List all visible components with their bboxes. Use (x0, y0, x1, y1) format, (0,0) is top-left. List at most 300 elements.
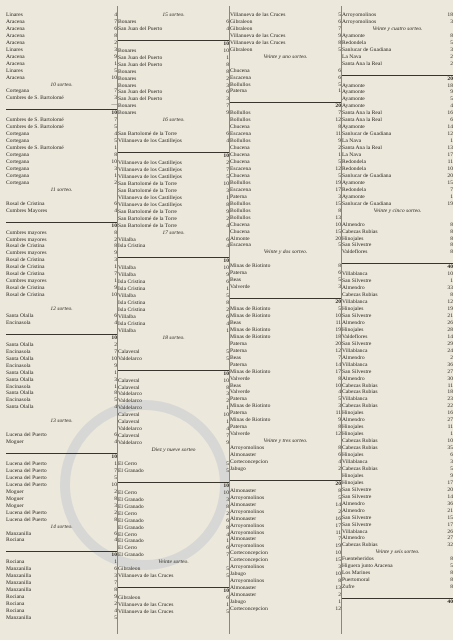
entry-number: 8 (114, 243, 117, 250)
entry-name: Lucena del Puerto (6, 516, 47, 523)
entry-name: Rociana (6, 559, 25, 566)
entry-name: Valverde (230, 284, 250, 291)
entry-name: Santa Ana la Real (342, 110, 382, 117)
entry-number: 8 (450, 235, 453, 242)
ledger-entry (118, 209, 229, 216)
ledger-entry (342, 508, 453, 515)
entry-number: 8 (226, 524, 229, 531)
entry-name: Minas de Riotinto (230, 326, 271, 333)
total-row (118, 40, 229, 48)
entry-number: 2 (338, 145, 341, 152)
entry-name: Cabezas Rubias (342, 292, 378, 299)
total-value: 10 (111, 334, 117, 341)
entry-name: Chucena (230, 159, 250, 166)
ledger-entry (118, 545, 229, 552)
entry-name: San Silvestre (342, 514, 372, 521)
entry-number: 4 (114, 12, 117, 18)
entry-name: San Silvestre (342, 493, 372, 500)
entry-number: 7 (226, 103, 229, 110)
ledger-entry (230, 578, 341, 585)
entry-name: Villablanca (342, 361, 368, 368)
spacer-row (118, 580, 229, 587)
ledger-entry (230, 173, 341, 180)
entry-number: 10 (447, 438, 453, 445)
ledger-entry (230, 229, 341, 236)
spacer-row (230, 256, 341, 263)
ledger-entry (342, 117, 453, 124)
entry-number: 5 (226, 348, 229, 355)
entry-name: Hinojales (342, 235, 364, 242)
section-heading (6, 524, 117, 531)
ledger-entry (342, 556, 453, 563)
entry-name: Cortegana (6, 179, 29, 186)
entry-number: 4 (226, 222, 229, 229)
heading-text: Veinte y dos sorteo. (263, 249, 308, 256)
entry-number: 8 (450, 570, 453, 577)
entry-name: Paterna (230, 347, 247, 354)
ledger-entry (230, 410, 341, 417)
entry-number: 9 (450, 89, 453, 96)
entry-number: 5 (450, 39, 453, 46)
entry-name: Cabezas Rubias (342, 465, 378, 472)
ledger-entry (6, 285, 117, 292)
heading-text: 15 sorteo. (162, 12, 185, 18)
entry-number: 3 (338, 564, 341, 571)
entry-number: 6 (226, 517, 229, 524)
entry-name: Rociana (6, 601, 25, 608)
entry-number: 12 (335, 165, 341, 172)
entry-name: Hinojales (342, 424, 364, 431)
ledger-entry (342, 327, 453, 334)
entry-name: Villalba (118, 272, 136, 279)
entry-number: 6 (226, 595, 229, 602)
section-heading (118, 12, 229, 19)
entry-number: 10 (447, 271, 453, 278)
section-heading (6, 418, 117, 425)
entry-number: 1 (338, 152, 341, 159)
total-row (342, 75, 453, 83)
ledger-entry (342, 131, 453, 138)
entry-number: 36 (447, 361, 453, 368)
entry-name: Cabezas Rubias (342, 438, 378, 445)
entry-number: 8 (114, 229, 117, 236)
ledger-entry (118, 76, 229, 83)
ledger-entry (118, 216, 229, 223)
ledger-entry (230, 459, 341, 466)
entry-number: 15 (447, 179, 453, 186)
ledger-entry (6, 475, 117, 482)
entry-number: 5 (338, 46, 341, 53)
entry-name: Gibraleon (230, 46, 253, 53)
spacer-row (6, 544, 117, 551)
spacer-row (342, 68, 453, 75)
entry-number: 1 (450, 278, 453, 285)
ledger-entry (118, 188, 229, 195)
entry-number: 8 (450, 221, 453, 228)
entry-number: 20 (335, 235, 341, 242)
entry-name: Almonaster (230, 501, 257, 508)
entry-name: Zufre (342, 584, 355, 591)
entry-name: Chucena (230, 228, 250, 235)
entry-number: 11 (335, 529, 341, 536)
entry-number: 4 (114, 537, 117, 544)
section-heading (118, 117, 229, 124)
entry-number: 7 (114, 18, 117, 25)
section-heading (342, 208, 453, 215)
ledger-entry (230, 466, 341, 473)
ledger-entry (6, 559, 117, 566)
ledger-entry (342, 292, 453, 299)
ledger-entry (342, 124, 453, 131)
ledger-entry (342, 306, 453, 313)
entry-number: 15 (335, 200, 341, 207)
ledger-entry (230, 403, 341, 410)
entry-name: Bonares (118, 75, 137, 82)
entry-name: San Bartolomé de la Torre (118, 131, 177, 138)
ledger-entry (230, 19, 341, 26)
entry-number: 5 (226, 467, 229, 474)
entry-number: 7 (226, 166, 229, 173)
entry-name: San Silvestre (342, 340, 372, 347)
ledger-entry (6, 439, 117, 446)
ledger-entry (118, 131, 229, 138)
total-value: 10 (111, 552, 117, 559)
ledger-entry (118, 391, 229, 398)
entry-name: Villalba (118, 293, 136, 300)
heading-text: Veinte y cinco sorteo. (373, 207, 422, 214)
ledger-entry (342, 563, 453, 570)
spacer-row (6, 299, 117, 306)
ledger-entry (230, 33, 341, 40)
entry-name: La Nava (342, 138, 362, 145)
total-row (118, 152, 229, 160)
entry-name: El Cerro (118, 531, 138, 538)
entry-number: 17 (335, 368, 341, 375)
entry-name: Rosal de Cristina (6, 292, 45, 299)
entry-name: Arroyomolinos (230, 529, 265, 536)
ledger-entry (230, 417, 341, 424)
entry-number: 5 (450, 96, 453, 103)
entry-number: 2 (114, 509, 117, 516)
entry-number: 5 (338, 172, 341, 179)
total-value: 20 (335, 299, 341, 306)
entry-name: San Silvestre (342, 521, 372, 528)
entry-name: San Juan del Puerto (118, 89, 163, 96)
entry-number: 8 (114, 152, 117, 159)
entry-name: Almendro (342, 500, 365, 507)
entry-name: Ayamonte (342, 82, 365, 89)
ledger-entry (230, 369, 341, 376)
entry-name: San Juan del Puerto (118, 96, 163, 103)
ledger-entry (118, 356, 229, 363)
entry-name: Bollullos (230, 81, 251, 88)
entry-name: Arroyomolinos (230, 508, 265, 515)
ledger-entry (342, 180, 453, 187)
entry-number: 26 (447, 319, 453, 326)
ledger-entry (230, 187, 341, 194)
entry-number: 21 (447, 507, 453, 514)
entry-name: Villablanca (342, 271, 368, 278)
spacer-row (342, 215, 453, 222)
entry-name: Almendro (342, 354, 365, 361)
entry-name: Manzanilla (6, 573, 32, 580)
entry-number: 1 (114, 60, 117, 67)
entry-name: Almonaster (230, 515, 257, 522)
ledger-entry (118, 490, 229, 497)
entry-name: Linares (6, 12, 23, 18)
ledger-entry (118, 286, 229, 293)
entry-number: 17 (447, 152, 453, 159)
entry-name: Cabezas Rubias (342, 389, 378, 396)
entry-number: 15 (335, 228, 341, 235)
entry-number: 6 (338, 74, 341, 81)
ledger-entry (118, 518, 229, 525)
entry-name: Minas de Riotinto (230, 417, 271, 424)
entry-number: 9 (114, 250, 117, 257)
entry-number: 6 (114, 200, 117, 207)
entry-number: 1 (114, 172, 117, 179)
ledger-entry (118, 461, 229, 468)
ledger-entry (342, 584, 453, 591)
entry-name: Paterna (230, 88, 247, 95)
spacer-row (230, 95, 341, 102)
entry-name: Villanueva de los Castillejos (118, 166, 182, 173)
entry-name: Bollullos (230, 214, 251, 221)
entry-name: Cortegana (6, 88, 29, 95)
ledger-entry (118, 602, 229, 609)
entry-name: Paterna (230, 424, 247, 431)
entry-number: 10 (111, 355, 117, 362)
entry-name: Moguer (6, 488, 24, 495)
entry-number: 3 (114, 573, 117, 580)
entry-name: Corteconcepcion (230, 459, 268, 465)
ledger-entry (230, 488, 341, 495)
ledger-entry (342, 529, 453, 536)
heading-text: Veinte y seis sorteo. (375, 549, 420, 556)
entry-name: Calaveral (118, 384, 140, 391)
entry-number: 5 (450, 563, 453, 570)
entry-name: Ayamonte (342, 193, 365, 200)
entry-number: 20 (447, 486, 453, 493)
ledger-entry (118, 349, 229, 356)
ledger-entry (230, 530, 341, 537)
entry-number: 6 (114, 566, 117, 573)
entry-name: Cumbres Mayores (6, 207, 48, 214)
ledger-entry (6, 152, 117, 159)
entry-number: 4 (226, 531, 229, 538)
total-row (230, 480, 341, 488)
ledger-entry (342, 334, 453, 341)
entry-name: Linares (6, 46, 23, 53)
entry-number: 4 (226, 243, 229, 250)
entry-name: Cumbres de S. Bartolomé (6, 124, 64, 131)
ledger-entry (6, 201, 117, 208)
ledger-entry (230, 75, 341, 82)
entry-number: 8 (114, 495, 117, 502)
entry-name: Moguer (6, 495, 24, 502)
section-heading (230, 54, 341, 61)
entry-name: Calaveral (118, 377, 140, 384)
ledger-entry (230, 320, 341, 327)
entry-number: 8 (226, 503, 229, 510)
entry-name: Bollullos (230, 179, 251, 186)
spacer-row (118, 363, 229, 370)
entry-name: Valverde (230, 389, 250, 396)
entry-name: Manzanilla (6, 580, 32, 587)
entry-name: Almonaster (230, 487, 257, 494)
entry-name: Lucena del Puerto (6, 474, 47, 481)
entry-name: Jabugo (230, 599, 246, 606)
entry-name: Ayamonte (342, 179, 365, 186)
entry-number: 2 (114, 601, 117, 608)
entry-number: 2 (226, 510, 229, 517)
entry-number: 5 (114, 614, 117, 621)
entry-name: Valdelarco (118, 426, 142, 433)
ledger-entry (342, 271, 453, 278)
entry-number: 6 (226, 89, 229, 96)
entry-name: Encinasola (6, 397, 31, 404)
entry-name: Chucena (230, 67, 250, 74)
ledger-entry (230, 263, 341, 270)
ledger-entry (230, 284, 341, 291)
entry-name: Arroyomolinos (230, 564, 265, 571)
total-value: 10 (223, 482, 229, 489)
ledger-entry (6, 370, 117, 377)
entry-name: Gibraleon (118, 595, 141, 602)
entry-name: Aracena (6, 25, 25, 32)
entry-number: 5 (338, 159, 341, 166)
total-value: 10 (223, 40, 229, 47)
entry-name: Lucena del Puerto (6, 467, 47, 474)
entry-number: 1 (226, 286, 229, 293)
ledger-entry (118, 110, 229, 117)
ledger-entry (6, 390, 117, 397)
entry-name: Almendro (342, 319, 365, 326)
ledger-entry (342, 33, 453, 40)
entry-number: 2 (338, 592, 341, 599)
entry-name: San Silvestre (342, 278, 372, 285)
entry-name: Isla Cristina (118, 307, 146, 314)
entry-number: 5 (338, 81, 341, 88)
entry-number: 6 (450, 452, 453, 459)
ledger-entry (342, 96, 453, 103)
entry-number: 29 (447, 340, 453, 347)
entry-name: Bonares (118, 82, 137, 89)
ledger-entry (118, 167, 229, 174)
ledger-entry (342, 166, 453, 173)
ledger-entry (118, 26, 229, 33)
entry-name: Villanueva de los Castillejos (118, 160, 182, 167)
entry-name: Cabezas Rubias (342, 403, 378, 410)
entry-name: El Granado (118, 517, 144, 524)
ledger-entry (342, 145, 453, 152)
entry-number: 10 (335, 382, 341, 389)
ledger-entry (230, 571, 341, 578)
entry-name: San Silvestre (342, 242, 372, 249)
entry-name: Cortegana (6, 159, 29, 166)
total-value: 20 (335, 103, 341, 110)
entry-name: Isla Cristina (118, 300, 146, 307)
entry-number: 7 (338, 25, 341, 32)
spacer-row (6, 102, 117, 109)
ledger-entry (230, 12, 341, 19)
entry-number: 3 (338, 284, 341, 291)
spacer-row (118, 124, 229, 131)
spacer-row (6, 425, 117, 432)
entry-name: Redondela (342, 165, 366, 172)
entry-number: 5 (114, 124, 117, 131)
entry-name: Aracena (6, 60, 25, 67)
ledger-entry (342, 103, 453, 110)
entry-name: Minas de Riotinto (230, 306, 271, 313)
entry-number: 8 (338, 39, 341, 46)
ledger-entry (230, 222, 341, 229)
entry-number: 1 (114, 145, 117, 152)
ledger-entry (6, 587, 117, 594)
spacer-row (342, 256, 453, 263)
entry-name: Villanueva de las Cruces (230, 39, 286, 46)
ledger-entry (230, 68, 341, 75)
ledger-entry (230, 606, 341, 613)
ledger-entry (118, 19, 229, 26)
entry-name: Santa Ana la Real (342, 145, 382, 152)
heading-text: 16 sorteo. (162, 117, 185, 124)
total-value: 10 (111, 110, 117, 117)
ledger-entry (342, 494, 453, 501)
ledger-entry (118, 468, 229, 475)
entry-number: 16 (447, 110, 453, 117)
ledger-entry (230, 138, 341, 145)
spacer-row (118, 33, 229, 40)
entry-number: 1 (114, 461, 117, 467)
ledger-entry (230, 362, 341, 369)
ledger-entry (6, 404, 117, 411)
ledger-entry (118, 181, 229, 188)
entry-number: 3 (338, 193, 341, 200)
entry-number: 11 (335, 410, 341, 417)
ledger-entry (342, 173, 453, 180)
text-column-2 (118, 12, 229, 616)
entry-number: 9 (338, 138, 341, 145)
entry-number: 14 (447, 493, 453, 500)
ledger-entry (342, 542, 453, 549)
ledger-entry (342, 159, 453, 166)
entry-name: Escacena (230, 186, 251, 193)
ledger-entry (118, 419, 229, 426)
entry-number: 5 (226, 573, 229, 580)
total-value: 10 (111, 222, 117, 229)
ledger-entry (230, 166, 341, 173)
entry-number: 8 (450, 577, 453, 584)
entry-number: 14 (447, 124, 453, 131)
entry-number: 10 (111, 159, 117, 166)
entry-number: 36 (447, 500, 453, 507)
entry-number: 12 (335, 117, 341, 124)
entry-number: 19 (447, 200, 453, 207)
entry-name: Encinasola (6, 348, 31, 355)
ledger-entry (6, 166, 117, 173)
heading-text: 17 sorteo. (162, 229, 185, 236)
total-row (118, 257, 229, 265)
entry-number: 10 (111, 481, 117, 488)
entry-number: 12 (335, 347, 341, 354)
ledger-entry (342, 403, 453, 410)
entry-name: Cortegana (6, 131, 29, 138)
section-heading (6, 306, 117, 313)
entry-name: Moguer (6, 502, 24, 509)
entry-name: Villalba (118, 265, 136, 272)
entry-number: 30 (447, 375, 453, 382)
